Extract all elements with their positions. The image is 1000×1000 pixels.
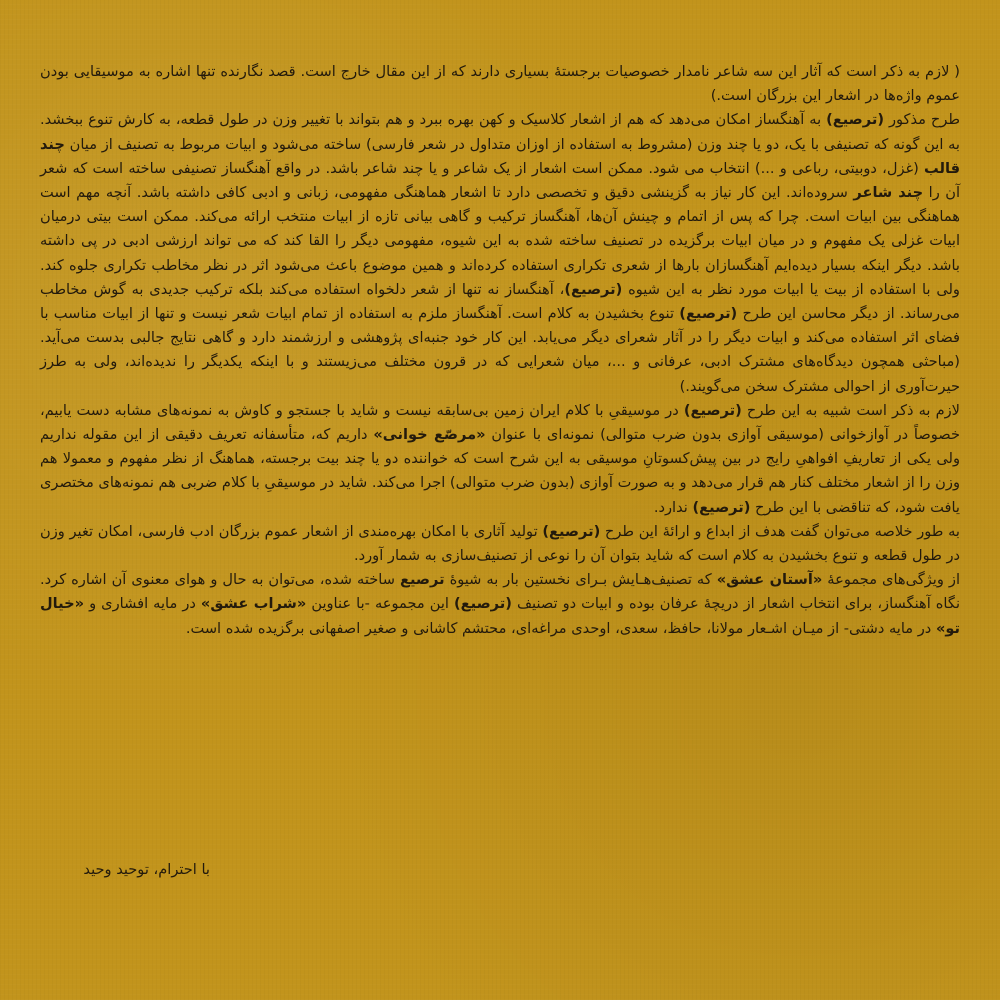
album-features-paragraph — [40, 568, 960, 641]
text-segment: این مجموعه -با عناوین — [306, 595, 454, 613]
text-segment: لازم به ذکر است شبیه به این طرح — [741, 401, 960, 419]
bold-term: چند قالب — [40, 135, 960, 177]
tarsi-method-paragraph — [40, 108, 960, 398]
bold-term: (ترصیع) — [683, 401, 742, 419]
text-segment: که تصنیف‌هـایش بـرای نخستین بار به شیوهٔ — [444, 571, 717, 589]
text-segment: داریم که، متأسفانه تعریف دقیقی از این مقوله نداریم ولی یکی از تعاریفِ افواهیِ رایج در بین پیش‌کسوتانِ موسیقی به این شرح است که خواننده دو یا چند بیت برجسته، هماهنگ از نظر مفهوم و معمولا هم وزن را از اشعار مختلف کنار هم قرار می‌دهد و به صورت آوازی (بدون ضرب متوالی) اجرا می‌کند. شاید در موسیقیِ با کلام ضربی هم نمونه‌های مختصری یافت شود، که تناقضی با این طرح — [40, 426, 960, 516]
text-segment: در موسیقیِ با کلام ایران زمین بی‌سابقه نیست و شاید با جستجو و کاوش به نمونه‌های مشابه دست یابیم، خصوصاً در آوازخوانی (موسیقی آوازی بدون ضرب متوالی) نمونه‌ای با عنوان — [40, 401, 960, 444]
album-title: «آستان عشق» — [716, 571, 823, 589]
bold-term: ترصیع — [399, 571, 445, 589]
text-segment: تنوع بخشیدن به کلام است. آهنگساز ملزم به استفاده از تمام ابیات شعر نیست و تنها از ابیات مناسب با فضای اثر استفاده می‌کند و ابیات دیگر را در آثار شعرای دیگر می‌یابد. این کار خود جنبه‌ای پژوهشی و ارزشمند دارد و گاهی نتایج جالبی بدست می‌آید. (مباحثی همچون دیدگاه‌های مشترک ادبی، عرفانی و ...، میان شعرایی که در قرون مختلف می‌زیستند و با اینکه یکدیگر را ندیده‌اند، ولی به طرز حیرت‌آوری از احوالی مشترک سخن می‌گویند.) — [40, 305, 960, 395]
text-segment: ( لازم به ذکر است که آثار این سه شاعر نامدار خصوصیات برجستهٔ بسیاری دارند که از این مقال خارج است. قصد نگارنده تنها اشاره به موسیقایی بودن عموم واژه‌ها در اشعار این بزرگان است.) — [40, 63, 960, 105]
text-segment: سروده‌اند. این کار نیاز به گزینشی دقیق و تخصصی دارد تا اشعار هماهنگی مفهومی، زبانی و ادبی کافی داشته باشد. آنچه مهم است هماهنگی بین ابیات است. چرا که پس از اتمام و چینش آن‌ها، آهنگساز ترکیب و گاهی بیانی تازه از ابیات منتخب ارائه می‌کند. ممکن است بیتی درمیان ابیات غزلی یک مفهوم و در میان ابیات برگزیده در تصنیف ساخته شده به این شیوه، مفهومی دیگر را القا کند که می تواند ارزشی ادبی در پی داشته باشد. دیگر اینکه بسیار دیده‌ایم آهنگسازان بارها از شعری تکراری استفاده کرده‌اند و همین موضوع باعث می‌شود اثر در نظر مخاطب تکراری جلوه کند. ولی با استفاده از بیت یا ابیات مورد نظر به این شیوه — [40, 184, 960, 298]
morassa-khani-paragraph — [40, 399, 960, 520]
bold-term: (ترصیع) — [542, 522, 601, 540]
text-segment: ، آهنگساز نه تنها از شعر دلخواه استفاده می‌کند بلکه ترکیب جدیدی به گوش مخاطب می‌رساند. از دیگر محاسن این طرح — [40, 280, 960, 323]
text-segment: تولید آثاری با امکان بهره‌مندی از اشعار عموم بزرگان ادب فارسی، امکان تغیر وزن در طول قطعه و تنوع بخشیدن به کلام است که شاید بتوان آن را نوعی از تصنیف‌سازی به شمار آورد. — [40, 522, 960, 565]
bold-term: چند شاعر — [853, 184, 924, 202]
bold-term: (ترصیع) — [679, 305, 738, 323]
text-segment: به طور خلاصه می‌توان گفت هدف از ابداع و ارائهٔ این طرح — [600, 522, 960, 540]
text-segment: به آهنگساز امکان می‌دهد که هم از اشعار کلاسیک و کهن بهره ببرد و هم بتواند با تغییر وزن در طول قطعه، به کارش تنوع ببخشد. به این گونه که تصنیفی با یک، دو یا چند وزن (مشروط به استفاده از اوزان متداول در شعر فارسی) ساخته می‌شود و ابیات مربوط به تصنیف از میان — [40, 111, 960, 153]
text-segment: (غزل، دوبیتی، رباعی و ...) انتخاب می شود. ممکن است اشعار از یک شاعر و یا چند شاعر باشد. در واقع آهنگساز تصنیفی ساخته است که شعر آن را — [40, 159, 961, 202]
signature: با احترام، توحید وحید — [83, 861, 210, 878]
text-segment: از ویژگی‌های مجموعهٔ — [822, 571, 960, 589]
text-segment: در مایه افشاری و — [84, 595, 201, 613]
text-segment: ساخته شده، می‌توان به حال و هوای معنوی آن اشاره کرد. نگاه آهنگساز، برای انتخاب اشعار از دریچهٔ عرفان بوده و ابیات دو تصنیف — [40, 571, 961, 613]
bold-term: «مرصّع خوانی» — [373, 426, 486, 444]
bold-term: (ترصیع) — [692, 498, 751, 516]
article-body — [40, 60, 960, 641]
bold-term: (ترصیع) — [453, 595, 512, 613]
song-title: «خیال تو» — [40, 595, 960, 637]
text-segment: ندارد. — [653, 498, 693, 516]
bold-term: (ترصیع) — [826, 111, 885, 129]
summary-paragraph — [40, 520, 960, 568]
intro-note-paragraph — [40, 60, 960, 108]
text-segment: در مایه دشتی- از میـان اشـعار مولانا، حافظ، سعدی، اوحدی مراغه‌ای، محتشم کاشانی و صغیر اصفهانی برگزیده شده است. — [185, 619, 936, 637]
song-title: «شراب عشق» — [200, 595, 307, 613]
text-segment: طرح مذکور — [884, 111, 960, 129]
bold-term: (ترصیع) — [564, 280, 623, 298]
